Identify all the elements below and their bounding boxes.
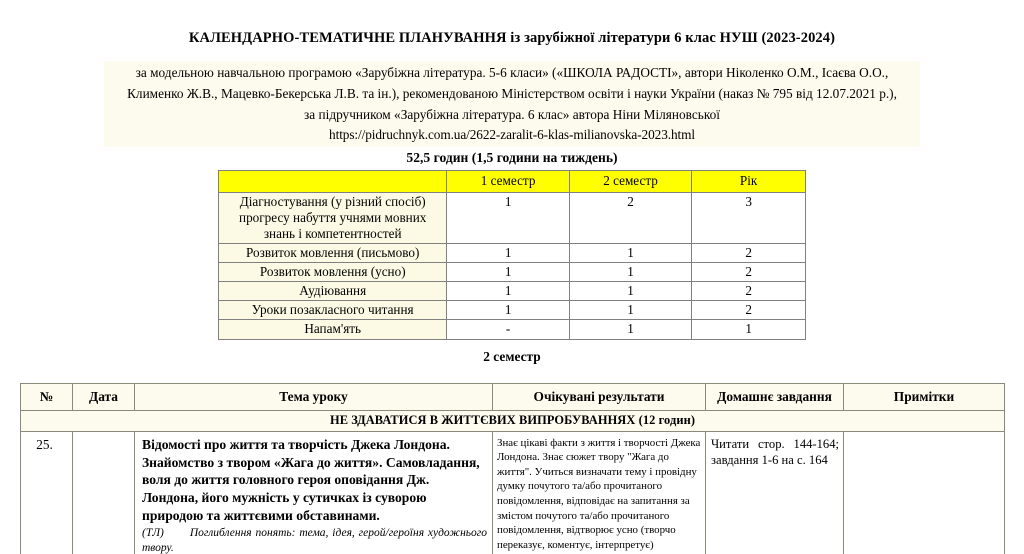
lesson-date <box>73 431 135 554</box>
lesson-number: 25. <box>21 431 73 554</box>
summary-table-wrapper <box>218 170 806 340</box>
summary-row-label: Аудіювання <box>219 282 447 301</box>
column-header-no: № <box>21 383 73 410</box>
subtitle-line-3 <box>104 105 920 126</box>
summary-header-row <box>219 170 806 192</box>
table-row <box>219 282 806 301</box>
lesson-plan-table-head <box>21 383 1005 410</box>
summary-row-year: 2 <box>692 282 806 301</box>
summary-header-sem1: 1 семестр <box>447 170 569 192</box>
summary-row-sem2: 1 <box>569 282 691 301</box>
summary-table-body <box>219 192 806 339</box>
table-row <box>219 301 806 320</box>
summary-row-label: Уроки позакласного читання <box>219 301 447 320</box>
summary-row-sem1: 1 <box>447 244 569 263</box>
semester-label: 2 семестр <box>483 348 541 364</box>
column-header-theme: Тема уроку <box>135 383 493 410</box>
summary-row-sem1: 1 <box>447 301 569 320</box>
summary-row-label: Розвиток мовлення (усно) <box>219 263 447 282</box>
summary-row-sem2: 1 <box>569 244 691 263</box>
summary-header-sem2: 2 семестр <box>569 170 691 192</box>
table-row <box>219 192 806 243</box>
summary-row-year: 3 <box>692 192 806 243</box>
summary-table <box>218 170 806 340</box>
summary-row-label: Розвиток мовлення (письмово) <box>219 244 447 263</box>
textbook-url: https://pidruchnyk.com.ua/2622-zaralit-6-klas-milianovska-2023.html <box>329 127 695 143</box>
table-row <box>219 263 806 282</box>
column-header-results: Очікувані результати <box>493 383 706 410</box>
lesson-plan-table <box>20 383 1005 554</box>
summary-row-sem1: - <box>447 320 569 339</box>
lesson-notes <box>844 431 1005 554</box>
subtitle-line-1 <box>104 63 920 84</box>
section-banner-row <box>21 410 1005 431</box>
summary-row-year: 2 <box>692 301 806 320</box>
subtitle-line-3-text: за підручником «Зарубіжна література. 6 клас» автора Ніни Міляновської <box>304 106 720 122</box>
summary-row-label: Діагностування (у різний спосіб) прогресу набуття учнями мовних знань і компетентностей <box>219 192 447 243</box>
subtitle-line-1-text: за модельною навчальною програмою «Зарубіжна література. 5-6 класи» («ШКОЛА РАДОСТІ», автори Ніколенко О.М., Ісаєва О.О., <box>135 65 889 81</box>
literary-terms-text: Поглиблення понять: тема, ідея, герой/героїня художнього твору. <box>142 527 487 554</box>
table-row <box>219 244 806 263</box>
table-row <box>219 320 806 339</box>
column-header-date: Дата <box>73 383 135 410</box>
hours-summary-label: 52,5 годин (1,5 години на тиждень) <box>406 149 618 165</box>
summary-row-sem1: 1 <box>447 263 569 282</box>
document-subtitle-block <box>104 61 920 146</box>
column-header-homework: Домашнє завдання <box>706 383 844 410</box>
summary-row-sem2: 1 <box>569 263 691 282</box>
lesson-homework: Читати стор. 144-164; завдання 1-6 на с. 164 <box>706 431 844 554</box>
summary-row-year: 1 <box>692 320 806 339</box>
subtitle-line-2 <box>104 84 920 105</box>
literary-terms-tag: (ТЛ) <box>142 527 164 540</box>
lesson-expected-results: Знає цікаві факти з життя і творчості Джека Лондона. Знає сюжет твору "Жага до життя". Учиться визначати тему і провідну думку почутого та/або прочитаного повідомлення, відповідає на запитання за змістом почутого та/або прочитаного повідомлення, відтворює усно (творчо переказує, коментує, інтерпретує) <box>493 431 706 554</box>
summary-row-year: 2 <box>692 263 806 282</box>
lesson-theme-literary-terms <box>142 526 487 554</box>
section-title: НЕ ЗДАВАТИСЯ В ЖИТТЄВИХ ВИПРОБУВАННЯХ (12 годин) <box>21 410 1005 431</box>
lesson-plan-table-wrapper <box>20 383 1004 554</box>
summary-header-blank <box>219 170 447 192</box>
summary-header-year: Рік <box>692 170 806 192</box>
lesson-theme-main: Відомості про життя та творчість Джека Лондона. Знайомство з твором «Жага до життя». Самовладання, воля до життя головного героя оповідання Дж. Лондона, його мужність у сутичках із суворою природою та життєвими обставинами. <box>142 436 480 524</box>
lesson-plan-table-body <box>21 410 1005 554</box>
summary-row-sem2: 1 <box>569 301 691 320</box>
summary-row-sem1: 1 <box>447 192 569 243</box>
subtitle-line-2-text: Клименко Ж.В., Мацевко-Бекерська Л.В. та ін.), рекомендованою Міністерством освіти і науки України (наказ № 795 від 12.07.2021 р.), <box>127 86 897 101</box>
summary-table-head <box>219 170 806 192</box>
summary-row-sem2: 2 <box>569 192 691 243</box>
lesson-theme-cell <box>135 431 493 554</box>
summary-row-sem1: 1 <box>447 282 569 301</box>
summary-row-label: Напам'ять <box>219 320 447 339</box>
column-header-notes: Примітки <box>844 383 1005 410</box>
lesson-plan-header-row <box>21 383 1005 410</box>
summary-row-sem2: 1 <box>569 320 691 339</box>
summary-row-year: 2 <box>692 244 806 263</box>
page-title: КАЛЕНДАРНО-ТЕМАТИЧНЕ ПЛАНУВАННЯ із зарубіжної літератури 6 клас НУШ (2023-2024) <box>188 30 836 46</box>
table-row <box>21 431 1005 554</box>
